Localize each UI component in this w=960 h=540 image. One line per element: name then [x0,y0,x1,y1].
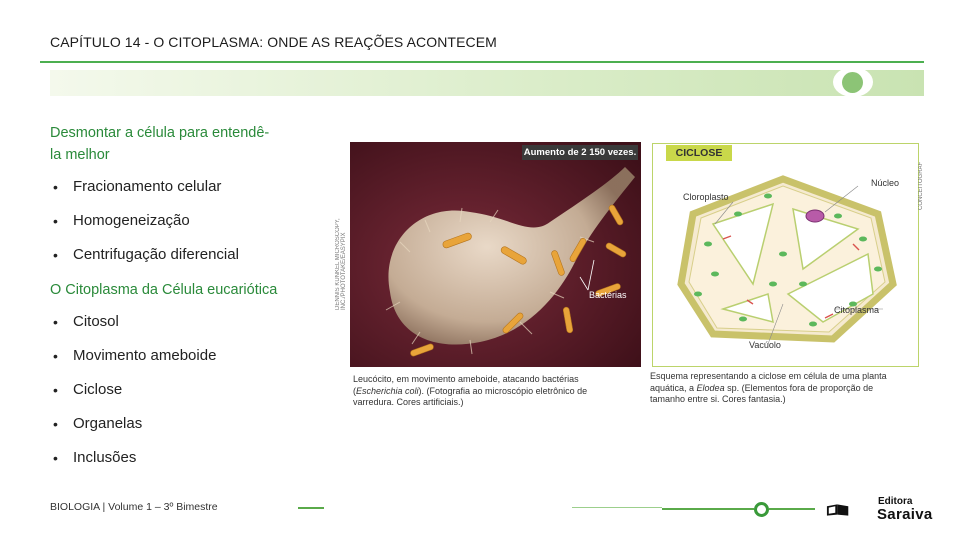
list-item-label: Ciclose [73,381,123,398]
bullet-icon: • [53,347,58,364]
list-item-label: Citosol [73,313,119,330]
list-item [53,313,119,330]
list-item [53,246,239,263]
footer-ring-decoration [754,502,769,517]
footer-line-mid [572,507,662,508]
list-item [53,212,190,229]
photo-caption-line-3: varredura. Cores artificiais.) [353,397,464,407]
photo-caption-line-2-rest: ). (Fotografia ao microscópio eletrônico de [418,385,588,396]
bullet-icon: • [53,449,58,466]
list-item-label: Homogeneização [73,212,190,229]
list-item-label: Organelas [73,415,143,432]
bullet-icon: • [53,415,58,432]
magnification-badge: Aumento de 2 150 vezes. [523,147,637,158]
citoplasma-label: Citoplasma [834,305,880,315]
ciclose-badge: CICLOSE [666,145,732,161]
footer-line-left [298,507,324,509]
nucleo-label: Núcleo [871,178,900,188]
bullet-icon: • [53,178,58,195]
ciclose-diagram [652,143,919,367]
list-item [53,449,136,466]
photo-caption-line-1: Leucócito, em movimento ameboide, atacando bactérias [353,374,579,384]
diagram-caption-line-2 [650,383,925,395]
footer-line-end [769,508,815,510]
diagram-credit: CONCEITOGRAF [918,161,924,210]
title-rule [40,61,924,63]
bullet-icon: • [53,381,58,398]
section-heading-desmontar [50,122,269,166]
photo-credit: DENNIS KUNKEL MICROSCOPY, INC./PHOTOTAKE/EASYPIX [335,218,347,310]
list-item-label: Inclusões [73,449,137,466]
footer-text: BIOLOGIA | Volume 1 – 3º Bimestre [50,501,218,513]
diagram-caption-line-2-pre: aquática, a [650,382,697,393]
footer-line-right [662,508,754,510]
section-heading-citoplasma: O Citoplasma da Célula eucariótica [50,282,278,298]
photo-caption-species: Escherichia coli [356,385,419,396]
photo-caption-line-2: (Escherichia coli). (Fotografia ao microscópio eletrônico de [353,385,588,396]
diagram-caption [650,371,925,406]
vacuolo-label: Vacúolo [749,340,781,350]
list-item [53,415,142,432]
diagram-caption-line-2-post: sp. (Elementos fora de proporção de [724,382,874,393]
logo-saraiva: Saraiva [877,506,933,523]
leukocyte-micrograph [350,142,641,367]
list-item [53,347,216,364]
bullet-icon: • [53,212,58,229]
title-band [50,70,924,96]
section-heading-line-1: Desmontar a célula para entendê- [50,125,270,141]
section-heading-line-2: la melhor [50,147,110,163]
bullet-icon: • [53,246,58,263]
list-item-label: Fracionamento celular [73,178,222,195]
diagram-caption-species: Elodea [696,382,725,393]
diagram-caption-line-1: Esquema representando a ciclose em célula de uma planta [650,371,887,381]
list-item-label: Centrifugação diferencial [73,246,239,263]
leukocyte-illustration [350,142,641,367]
list-item [53,381,122,398]
bacterias-label: Bactérias [589,290,627,300]
bullet-icon: • [53,313,58,330]
logo-editora: Editora [878,496,913,507]
diagram-caption-line-3: tamanho entre si. Cores fantasia.) [650,394,786,404]
list-item [53,178,221,195]
list-item-label: Movimento ameboide [73,347,217,364]
chapter-title: CAPÍTULO 14 - O CITOPLASMA: ONDE AS REAÇÕES ACONTECEM [50,34,497,50]
band-dot-decoration [842,72,863,93]
photo-caption [353,374,621,409]
saraiva-logo-icon [826,496,878,524]
cloroplasto-label: Cloroplasto [683,192,729,202]
